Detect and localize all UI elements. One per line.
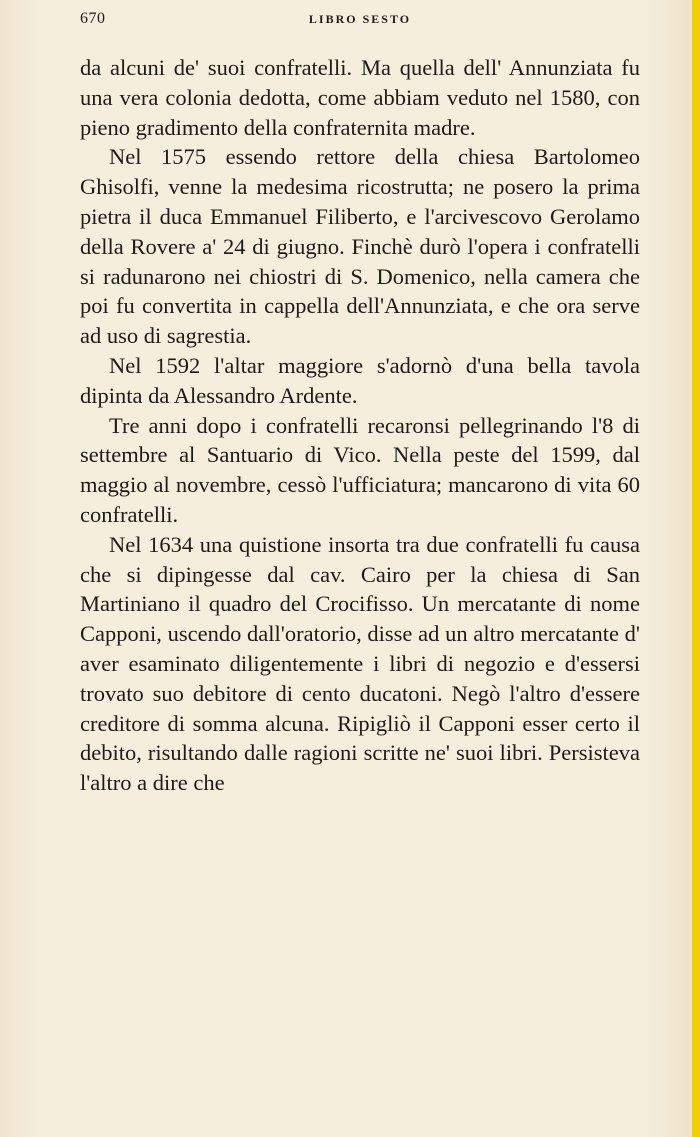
page-header [80,10,640,34]
body-text [80,53,640,798]
paragraph: Tre anni dopo i confratelli recaronsi pellegrinando l'8 di settembre al Santuario di Vico. Nella peste del 1599, dal maggio al novembre, cessò l'ufficiatura; mancarono di vita 60 confratelli. [80,412,640,527]
page-number: 670 [80,10,106,27]
page-edge [692,0,700,1137]
running-title: LIBRO SESTO [308,12,412,26]
paragraph: Nel 1575 essendo rettore della chiesa Bartolomeo Ghisolfi, venne la medesima ricostrutta; ne posero la prima pietra il duca Emmanuel Filiberto, e l'arcivescovo Gerolamo della Rovere a' 24 di giugno. Finchè durò l'opera i confratelli si radunarono nei chiostri di S. Domenico, nella camera che poi fu convertita in cappella dell'Annunziata, e che ora serve ad uso di sagrestia. [80,144,640,349]
paragraph-continued: da alcuni de' suoi confratelli. Ma quella dell' Annunziata fu una vera colonia dedotta, come abbiam veduto nel 1580, con pieno gradimento della confraternita madre. [80,55,640,140]
paragraph: Nel 1592 l'altar maggiore s'adornò d'una bella tavola dipinta da Alessandro Ardente. [80,352,640,408]
paragraph: Nel 1634 una quistione insorta tra due confratelli fu causa che si dipingesse dal cav. Cairo per la chiesa di San Martiniano il quadro del Crocifisso. Un mercatante di nome Capponi, uscendo dall'oratorio, disse ad un altro mercatante d' aver esaminato diligentemente i libri di negozio e d'essersi trovato suo debitore di cento ducatoni. Negò l'altro d'essere creditore di somma alcuna. Ripigliò il Capponi esser certo il debito, risultando dalle ragioni scritte ne' suoi libri. Persisteva l'altro a dire che [80,531,640,796]
